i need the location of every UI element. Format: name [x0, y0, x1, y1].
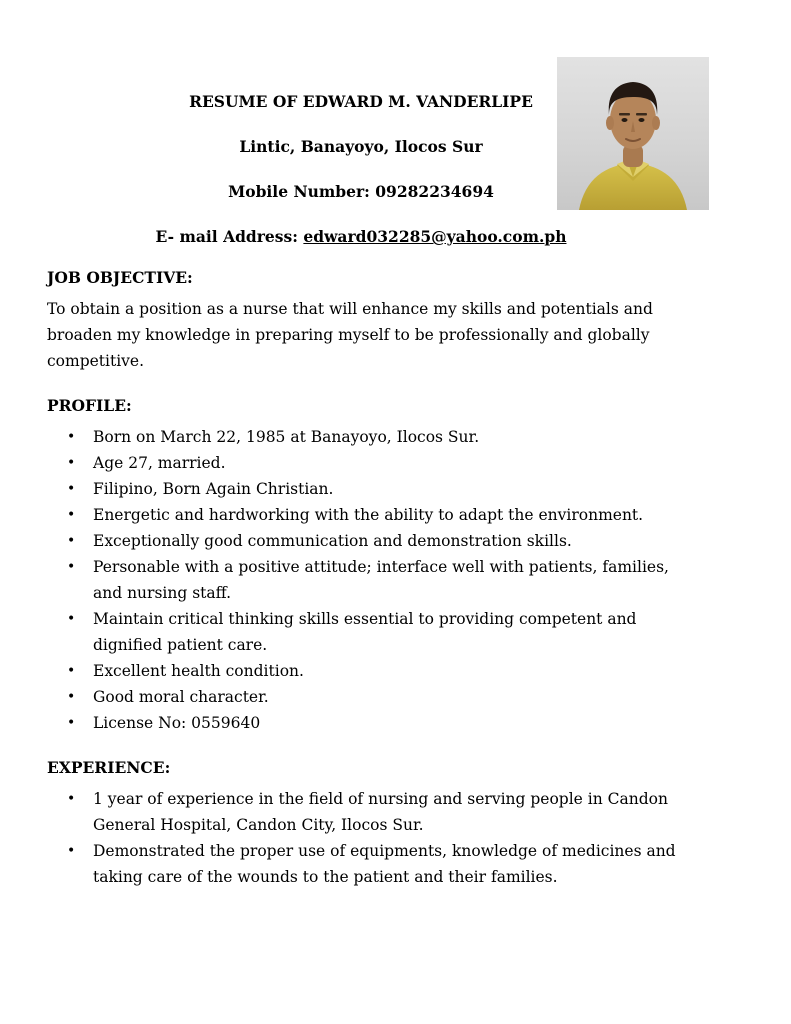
- profile-bullet-text: Excellent health condition.: [93, 662, 304, 680]
- bullet-icon: •: [67, 429, 76, 445]
- profile-bullet-text: Maintain critical thinking skills essential to providing competent and dignified patient care.: [93, 610, 637, 654]
- experience-bullet-text: 1 year of experience in the field of nursing and serving people in Candon General Hospital, Candon City, Ilocos Sur.: [93, 790, 668, 834]
- bullet-icon: •: [67, 611, 76, 627]
- job-objective-text: To obtain a position as a nurse that will enhance my skills and potentials and broaden my knowledge in preparing myself to be professionally and globally competitive.: [47, 300, 653, 370]
- email-line: [47, 227, 675, 246]
- profile-bullet-text: Energetic and hardworking with the ability to adapt the environment.: [93, 506, 644, 524]
- applicant-photo: [557, 57, 709, 210]
- email-link[interactable]: edward032285@yahoo.com.ph: [303, 227, 567, 246]
- bullet-icon: •: [67, 455, 76, 471]
- profile-bullet-text: Age 27, married.: [93, 454, 226, 472]
- bullet-icon: •: [67, 843, 76, 859]
- profile-bullet-list: [47, 424, 679, 736]
- profile-bullet: [47, 606, 683, 658]
- bullet-icon: •: [67, 559, 76, 575]
- resume-body: [47, 267, 679, 890]
- experience-bullet: [47, 786, 683, 838]
- profile-bullet: [47, 450, 683, 476]
- bullet-icon: •: [67, 715, 76, 731]
- section-heading-job-objective: JOB OBJECTIVE:: [47, 268, 193, 287]
- profile-bullet: [47, 502, 683, 528]
- bullet-icon: •: [67, 533, 76, 549]
- profile-bullet: [47, 528, 683, 554]
- experience-bullet: [47, 838, 683, 890]
- experience-bullet-list: [47, 786, 679, 890]
- profile-bullet-text: Born on March 22, 1985 at Banayoyo, Ilocos Sur.: [93, 428, 480, 446]
- email-label: E- mail Address:: [155, 227, 298, 246]
- address-line: Lintic, Banayoyo, Ilocos Sur: [239, 137, 483, 156]
- profile-bullet: [47, 710, 683, 736]
- mobile-line: Mobile Number: 09282234694: [228, 182, 494, 201]
- profile-bullet: [47, 476, 683, 502]
- profile-bullet: [47, 658, 683, 684]
- profile-bullet-text: License No: 0559640: [93, 714, 261, 732]
- bullet-icon: •: [67, 481, 76, 497]
- profile-bullet: [47, 684, 683, 710]
- profile-bullet: [47, 424, 683, 450]
- applicant-photo-graphic: [557, 57, 709, 210]
- profile-bullet-text: Good moral character.: [93, 688, 269, 706]
- bullet-icon: •: [67, 507, 76, 523]
- bullet-icon: •: [67, 663, 76, 679]
- resume-title: RESUME OF EDWARD M. VANDERLIPE: [189, 92, 533, 111]
- section-heading-experience: EXPERIENCE:: [47, 758, 171, 777]
- profile-bullet-text: Personable with a positive attitude; interface well with patients, families, and nursing staff.: [93, 558, 669, 602]
- experience-bullet-text: Demonstrated the proper use of equipments, knowledge of medicines and taking care of the wounds to the patient and their families.: [93, 842, 676, 886]
- section-heading-profile: PROFILE:: [47, 396, 132, 415]
- profile-bullet-text: Filipino, Born Again Christian.: [93, 480, 334, 498]
- bullet-icon: •: [67, 689, 76, 705]
- profile-bullet: [47, 554, 683, 606]
- profile-bullet-text: Exceptionally good communication and demonstration skills.: [93, 532, 572, 550]
- bullet-icon: •: [67, 791, 76, 807]
